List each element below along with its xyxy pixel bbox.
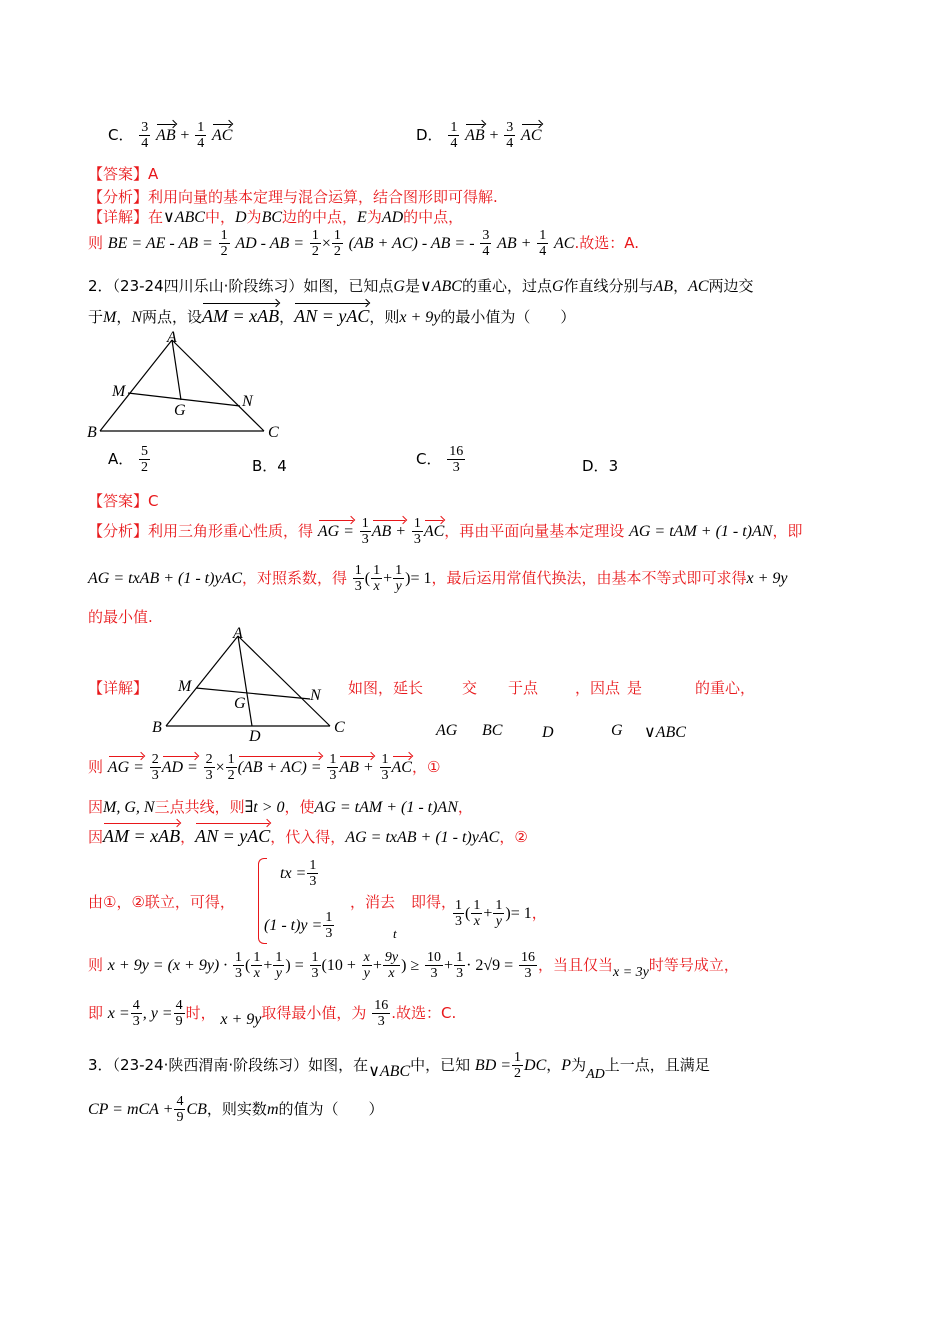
q2-step5: 则 x + 9y = (x + 9y) · $\frac{1}{3}$ ( $\frac{1}{x}$ + $\frac{1}{y}$ ) = $\frac{1}{3}$ (10 + $\frac{x}{y}$ + $\frac{9y}{x}$ ) ≥ $\frac{10}{3}$ + $\frac{1}{3}$ · 2√9 = $\frac{16}{3}$ ，当且仅当x = 3y时等号成立， xyxy=(88,950,739,981)
q2-detail-2: 交 xyxy=(462,679,478,697)
system-eq-2: (1 - t)y = $\frac{1}{3}$ xyxy=(264,910,333,941)
q2-detail-tag: 【详解】 xyxy=(88,679,149,697)
q2-step6: 即 x = $\frac{4}{3}$ , y = $\frac{4}{9}$ 时， x + 9y取得最小值，为 $\frac{16}{3}$ .故选：C. xyxy=(88,998,457,1029)
label-b: B xyxy=(87,424,97,441)
label-n: N xyxy=(310,687,321,704)
q2-analysis-line2: AG = txAB + (1 - t)yAC，对照系数，得 $\frac{1}{3}$ ( $\frac{1}{x}$ + $\frac{1}{y}$ )= 1，最后运用常值代换法，由基本不等式即可求得x + 9y xyxy=(88,563,788,594)
q2-stem-line1: 2．（23-24四川乐山·阶段练习）如图，已知点G是∨ABC的重心，过点G作直线分别与AB，AC两边交 xyxy=(88,277,754,295)
label-c: C xyxy=(268,424,279,441)
q3-stem-line1: 3．（23-24·陕西渭南·阶段练习）如图，在∨ABC中，已知 BD = $\frac{1}{2}$ DC，P为AD上一点，且满足 xyxy=(88,1050,710,1082)
q1-answer: 【答案】A xyxy=(88,165,159,183)
vec-ab: AB xyxy=(156,127,176,144)
label-a: A xyxy=(167,330,177,346)
q2-detail-4: ，因点 xyxy=(575,679,621,697)
q2-detail-1: 如图，延长 xyxy=(348,679,424,697)
q2-analysis-line1: 【分析】利用三角形重心性质，得 AG = $\frac{1}{3}$ AB + $\frac{1}{3}$ AC，再由平面向量基本定理设 AG = tAM + (1 - t)AN，即 xyxy=(88,516,803,547)
label-c: C xyxy=(334,719,345,736)
q2-answer: 【答案】C xyxy=(88,492,159,510)
q2-detail-3: 于点 xyxy=(508,679,539,697)
median-ad xyxy=(238,636,252,726)
q2-step4-eq: $\frac{1}{3}$ ( $\frac{1}{x}$ + $\frac{1}{y}$ )= 1， xyxy=(455,898,547,929)
q2-detail-5: 是 xyxy=(627,679,643,697)
q2-analysis-line3: 的最小值. xyxy=(88,608,153,626)
q2-detail-6: 的重心， xyxy=(695,679,756,697)
label-m: M xyxy=(112,383,126,400)
q2-step4-label: 由①，②联立，可得， xyxy=(88,893,235,911)
q1-detail: 【详解】在∨ABC中，D为BC边的中点，E为AD的中点， xyxy=(88,208,464,226)
var-g: G xyxy=(611,722,623,739)
var-ag: AG xyxy=(436,722,458,739)
var-tri: ∨ABC xyxy=(644,724,686,741)
label-b: B xyxy=(152,719,162,736)
q2-step4-eliminate: ，消去 即得， xyxy=(350,893,457,911)
var-d: D xyxy=(542,724,554,741)
q1-analysis: 【分析】利用向量的基本定理与混合运算，结合图形即可得解. xyxy=(88,188,498,206)
q1-option-c: C． $\frac{3}{4}$ AB + $\frac{1}{4}$ AC xyxy=(108,120,233,151)
label-g: G xyxy=(174,402,186,419)
var-bc: BC xyxy=(482,722,503,739)
q1-option-d: D． $\frac{1}{4}$ AB + $\frac{3}{4}$ AC xyxy=(416,120,542,151)
q1-then: 则 BE = AE - AB = $\frac{1}{2}$ AD - AB = $\frac{1}{2}$ × $\frac{1}{2}$ (AB + AC) - AB = - $\frac{3}{4}$ AB + $\frac{1}{4}$ AC.故选：A. xyxy=(88,228,639,259)
label-m: M xyxy=(178,678,192,695)
frac: $\frac{3}{4}$ xyxy=(141,120,149,151)
q2-triangle-figure xyxy=(84,330,284,442)
q2-step3: 因AM = xAB，AN = yAC，代入得，AG = txAB + (1 - t)yAC，② xyxy=(88,826,528,846)
var-t: t xyxy=(393,926,397,941)
q3-stem-line2: CP = mCA + $\frac{4}{9}$ CB，则实数m的值为（ ） xyxy=(88,1094,384,1125)
vec-ac: AC xyxy=(211,127,233,144)
segment-ag xyxy=(172,340,181,400)
q2-step1: 则 AG = $\frac{2}{3}$ AD = $\frac{2}{3}$ × $\frac{1}{2}$ (AB + AC) = $\frac{1}{3}$ AB + $\frac{1}{3}$ AC，① xyxy=(88,752,441,783)
label-d: D xyxy=(249,728,261,744)
q2-stem-line2: 于M，N两点，设AM = xAB，AN = yAC，则x + 9y的最小值为（ ） xyxy=(88,306,576,326)
system-eq-1: tx = $\frac{1}{3}$ xyxy=(280,858,317,889)
edge-ac xyxy=(238,636,330,726)
q2-option-c: C． $\frac{16}{3}$ xyxy=(416,444,464,475)
q2-option-a: A． $\frac{5}{2}$ xyxy=(108,444,149,475)
q2-option-d: D．3 xyxy=(582,457,619,475)
q2-detail-figure xyxy=(148,622,358,744)
edge-ac xyxy=(172,340,264,431)
edge-ab xyxy=(100,340,172,431)
q2-option-b: B．4 xyxy=(252,457,287,475)
label-n: N xyxy=(242,393,253,410)
q2-step2: 因M, G, N三点共线，则∃t > 0，使AG = tAM + (1 - t)AN， xyxy=(88,798,473,816)
label-g: G xyxy=(234,695,246,712)
label-a: A xyxy=(233,625,243,642)
edge-ab xyxy=(166,636,238,726)
